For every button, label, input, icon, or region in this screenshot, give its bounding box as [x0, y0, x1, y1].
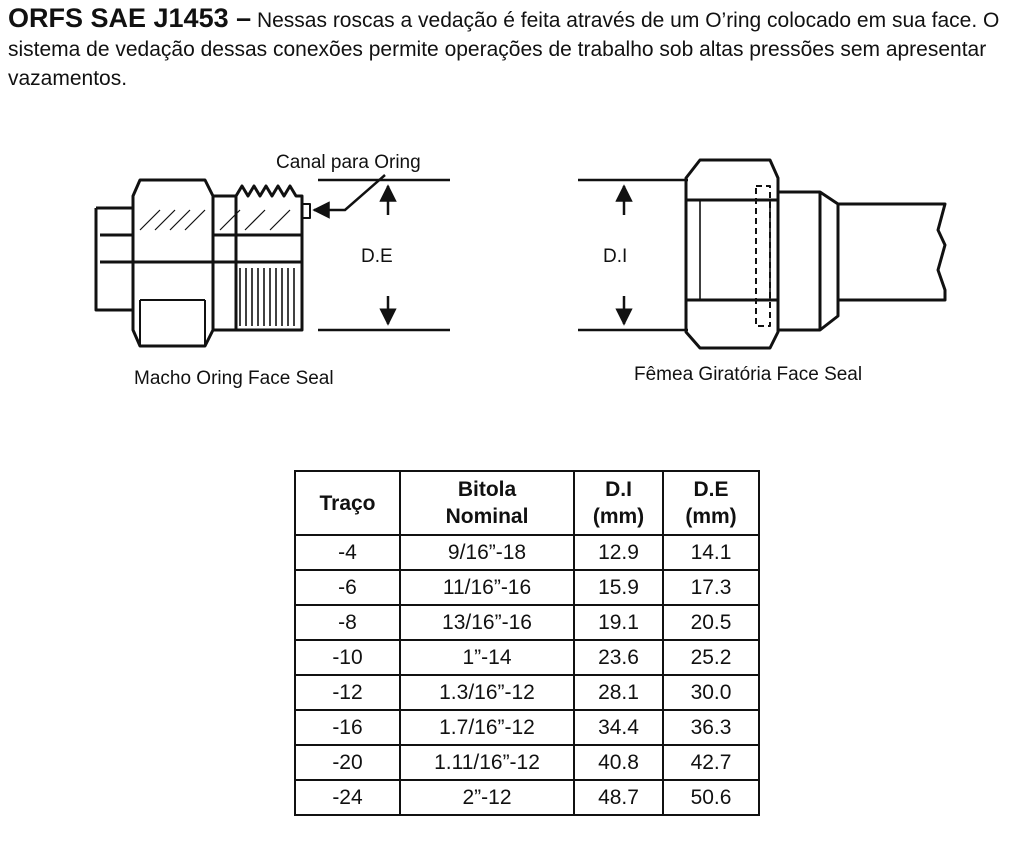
di-cell: 48.7 — [574, 780, 663, 815]
female-dimension-lines — [578, 180, 688, 330]
traco-cell: -20 — [295, 745, 400, 780]
bitola-cell: 13/16”-16 — [400, 605, 574, 640]
intro-title: ORFS SAE J1453 – — [8, 3, 252, 33]
table-row — [295, 640, 759, 675]
intro-text: Nessas roscas a vedação é feita através de um O’ring colocado em sua face. O sistema de vedação dessas conexões permite operações de trabalho sob altas pressões sem apresentar vazamentos. — [8, 9, 1000, 90]
male-caption: Macho Oring Face Seal — [134, 368, 334, 389]
col-header-di: D.I (mm) — [574, 471, 663, 535]
bitola-cell: 2”-12 — [400, 780, 574, 815]
de-cell: 14.1 — [663, 535, 759, 570]
bitola-cell: 1.11/16”-12 — [400, 745, 574, 780]
female-fitting-drawing — [686, 160, 945, 348]
de-cell: 42.7 — [663, 745, 759, 780]
de-cell: 20.5 — [663, 605, 759, 640]
bitola-cell: 1.7/16”-12 — [400, 710, 574, 745]
intro-paragraph — [8, 4, 1016, 93]
canal-oring-label: Canal para Oring — [276, 152, 421, 173]
col-header-traco: Traço — [295, 471, 400, 535]
de-cell: 17.3 — [663, 570, 759, 605]
de-label: D.E — [361, 246, 393, 267]
bitola-cell: 11/16”-16 — [400, 570, 574, 605]
table-row — [295, 710, 759, 745]
traco-cell: -6 — [295, 570, 400, 605]
di-cell: 34.4 — [574, 710, 663, 745]
traco-cell: -4 — [295, 535, 400, 570]
traco-cell: -10 — [295, 640, 400, 675]
col-header-bitola: Bitola Nominal — [400, 471, 574, 535]
table-row — [295, 745, 759, 780]
di-label: D.I — [603, 246, 628, 267]
spec-table — [294, 470, 760, 816]
di-cell: 23.6 — [574, 640, 663, 675]
table-row — [295, 675, 759, 710]
di-cell: 28.1 — [574, 675, 663, 710]
de-cell: 30.0 — [663, 675, 759, 710]
table-header-row — [295, 471, 759, 535]
di-cell: 12.9 — [574, 535, 663, 570]
traco-cell: -24 — [295, 780, 400, 815]
bitola-cell: 1.3/16”-12 — [400, 675, 574, 710]
de-cell: 25.2 — [663, 640, 759, 675]
table-row — [295, 780, 759, 815]
col-header-de: D.E (mm) — [663, 471, 759, 535]
traco-cell: -16 — [295, 710, 400, 745]
bitola-cell: 1”-14 — [400, 640, 574, 675]
di-cell: 40.8 — [574, 745, 663, 780]
male-fitting-drawing — [96, 180, 310, 346]
traco-cell: -12 — [295, 675, 400, 710]
traco-cell: -8 — [295, 605, 400, 640]
female-caption: Fêmea Giratória Face Seal — [634, 364, 863, 385]
table-row — [295, 605, 759, 640]
de-cell: 50.6 — [663, 780, 759, 815]
table-row — [295, 570, 759, 605]
di-cell: 15.9 — [574, 570, 663, 605]
fittings-diagram — [0, 140, 1024, 400]
table-row — [295, 535, 759, 570]
di-cell: 19.1 — [574, 605, 663, 640]
bitola-cell: 9/16”-18 — [400, 535, 574, 570]
de-cell: 36.3 — [663, 710, 759, 745]
